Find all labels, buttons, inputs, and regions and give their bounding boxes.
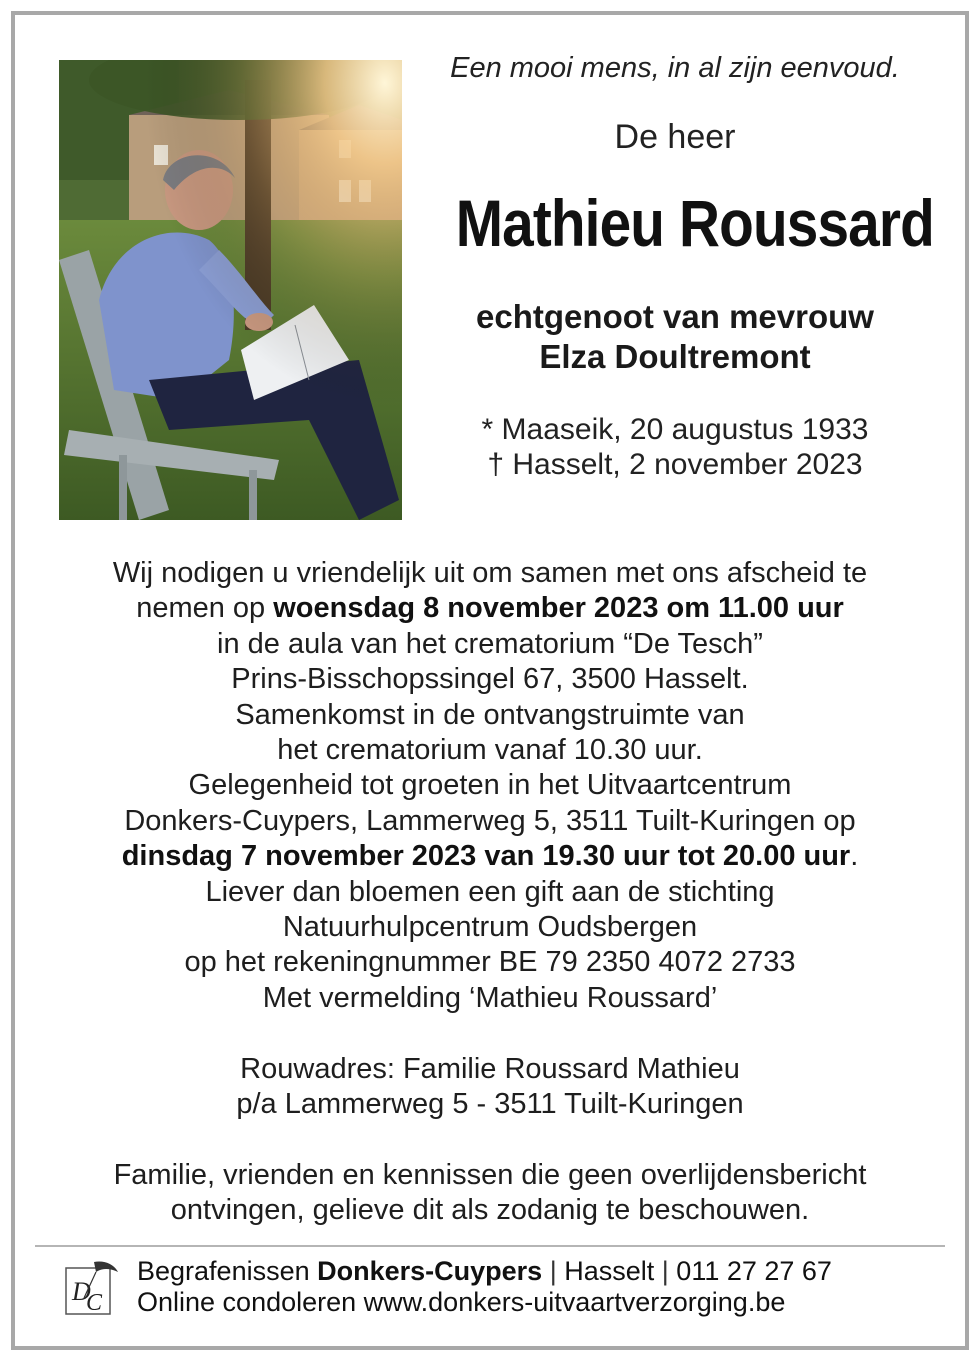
footer-divider bbox=[35, 1245, 945, 1247]
notice-line: ontvingen, gelieve dit als zodanig te beschouwen. bbox=[170, 1194, 810, 1227]
website-link[interactable]: www.donkers-uitvaartverzorging.be bbox=[363, 1287, 786, 1317]
mourning-address bbox=[40, 1052, 940, 1123]
condolence-label: Online condoleren bbox=[137, 1287, 364, 1317]
invitation-line: op het rekeningnummer BE 79 2350 4072 2733 bbox=[184, 946, 796, 979]
invitation-line: Liever dan bloemen een gift aan de stichting bbox=[205, 875, 775, 908]
invitation-text bbox=[40, 556, 940, 1016]
invitation-line-text: nemen op bbox=[136, 592, 274, 625]
invitation-line: Met vermelding ‘Mathieu Roussard’ bbox=[262, 981, 718, 1014]
address-line: Rouwadres: Familie Roussard Mathieu bbox=[240, 1053, 740, 1085]
svg-text:C: C bbox=[86, 1290, 103, 1316]
invitation-line: Prins-Bisschopssingel 67, 3500 Hasselt. bbox=[231, 663, 749, 696]
life-dates bbox=[420, 412, 930, 482]
footer-info bbox=[137, 1256, 832, 1318]
invitation-line: Donkers-Cuypers, Lammerweg 5, 3511 Tuilt-Kuringen op bbox=[124, 804, 856, 837]
company-city: Hasselt bbox=[564, 1256, 655, 1286]
notice-text bbox=[40, 1158, 940, 1229]
address-line: p/a Lammerweg 5 - 3511 Tuilt-Kuringen bbox=[236, 1088, 744, 1121]
spouse-line-1: echtgenoot van mevrouw bbox=[476, 298, 874, 335]
birth-date: * Maaseik, 20 augustus 1933 bbox=[481, 413, 869, 446]
company-phone: 011 27 27 67 bbox=[676, 1256, 832, 1286]
company-logo-icon bbox=[64, 1258, 120, 1318]
invitation-line: Natuurhulpcentrum Oudsbergen bbox=[282, 911, 698, 944]
motto: Een mooi mens, in al zijn eenvoud. bbox=[450, 52, 900, 84]
separator: | bbox=[542, 1256, 565, 1286]
footer-line-1 bbox=[137, 1256, 832, 1287]
footer-line-2 bbox=[137, 1287, 832, 1318]
invitation-line-text: . bbox=[850, 840, 859, 873]
invitation-line: het crematorium vanaf 10.30 uur. bbox=[277, 734, 703, 767]
deceased-name: Mathieu Roussard bbox=[455, 186, 934, 260]
portrait-illustration bbox=[59, 60, 402, 520]
company-name: Donkers-Cuypers bbox=[317, 1256, 543, 1286]
death-date: † Hasselt, 2 november 2023 bbox=[487, 448, 863, 481]
notice-line: Familie, vrienden en kennissen die geen overlijdensbericht bbox=[113, 1159, 867, 1191]
viewing-datetime: dinsdag 7 november 2023 van 19.30 uur tot 20.00 uur bbox=[121, 840, 851, 873]
portrait-photo bbox=[59, 60, 402, 520]
spouse-line-2: Elza Doultremont bbox=[539, 338, 811, 375]
invitation-line: Wij nodigen u vriendelijk uit om samen met ons afscheid te bbox=[112, 557, 868, 589]
svg-text:D: D bbox=[72, 1277, 91, 1306]
company-logo bbox=[64, 1258, 120, 1318]
invitation-line: in de aula van het crematorium “De Tesch” bbox=[217, 627, 763, 660]
invitation-line: Samenkomst in de ontvangstruimte van bbox=[235, 698, 745, 731]
invitation-line: Gelegenheid tot groeten in het Uitvaartcentrum bbox=[188, 769, 792, 802]
spouse-block bbox=[420, 297, 930, 377]
honorific: De heer bbox=[614, 118, 736, 156]
separator: | bbox=[654, 1256, 677, 1286]
invitation-line bbox=[40, 839, 940, 874]
ceremony-datetime: woensdag 8 november 2023 om 11.00 uur bbox=[273, 592, 844, 625]
invitation-line bbox=[40, 591, 940, 626]
footer-prefix: Begrafenissen bbox=[137, 1256, 318, 1286]
